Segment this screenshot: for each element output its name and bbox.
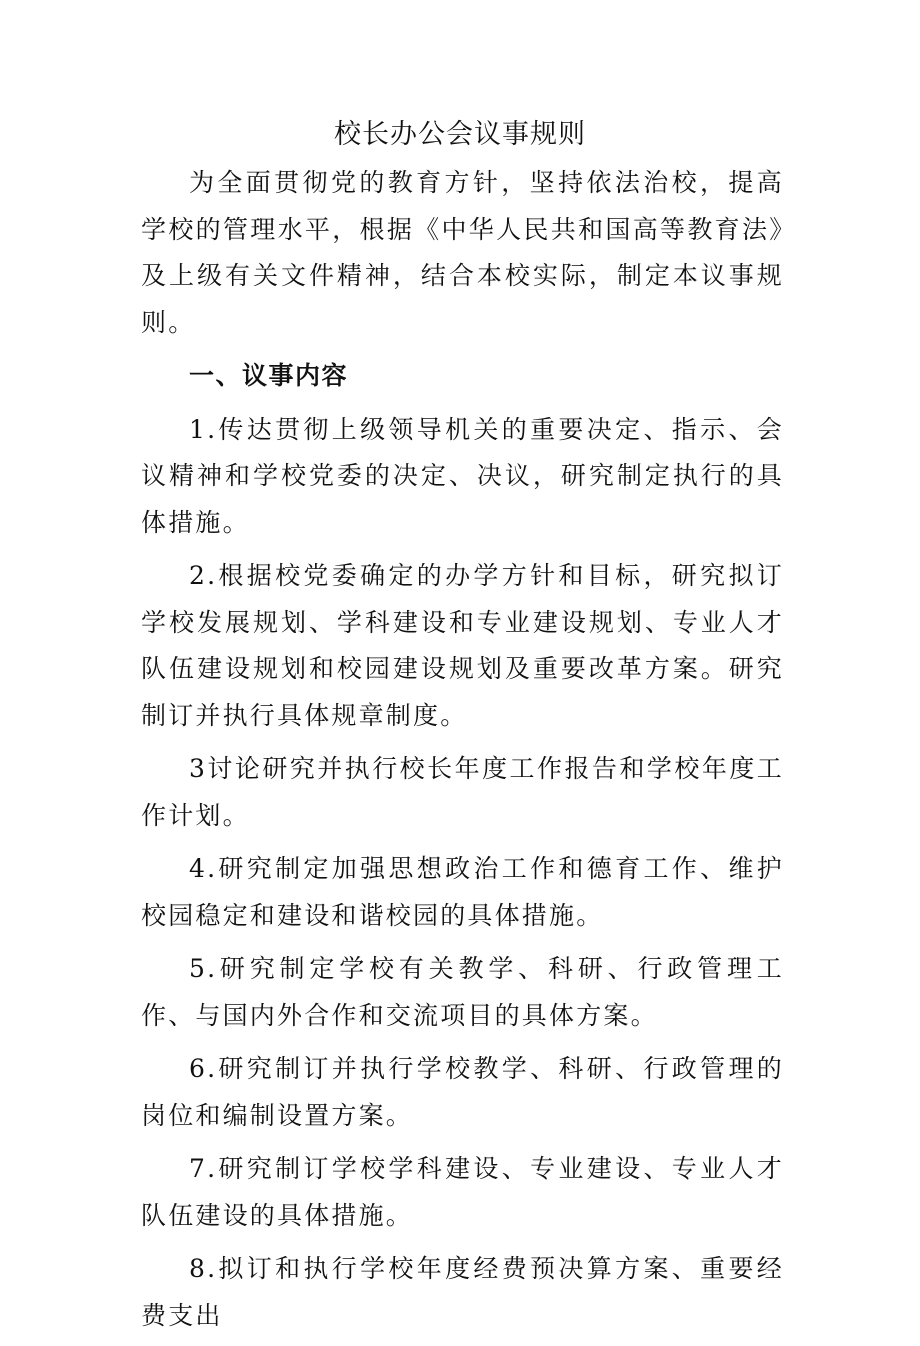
list-item: 5.研究制定学校有关教学、科研、行政管理工作、与国内外合作和交流项目的具体方案。: [141, 954, 784, 1030]
list-item: 8.拟订和执行学校年度经费预决算方案、重要经费支出: [141, 1254, 784, 1330]
list-item: 1.传达贯彻上级领导机关的重要决定、指示、会议精神和学校党委的决定、决议，研究制定执行的具体措施。: [141, 414, 784, 537]
section-heading: 一、议事内容: [189, 361, 349, 390]
list-item: 7.研究制订学校学科建设、专业建设、专业人才队伍建设的具体措施。: [141, 1154, 784, 1230]
list-item: 2.根据校党委确定的办学方针和目标，研究拟订学校发展规划、学科建设和专业建设规划、专业人才队伍建设规划和校园建设规划及重要改革方案。研究制订并执行具体规章制度。: [141, 561, 784, 730]
document-title: 校长办公会议事规则: [334, 119, 586, 150]
intro-paragraph: 为全面贯彻党的教育方针，坚持依法治校，提高学校的管理水平，根据《中华人民共和国高等教育法》及上级有关文件精神，结合本校实际，制定本议事规则。: [141, 168, 784, 337]
document-body: [141, 160, 784, 1346]
list-item: 3讨论研究并执行校长年度工作报告和学校年度工作计划。: [141, 754, 784, 830]
list-item: 6.研究制订并执行学校教学、科研、行政管理的岗位和编制设置方案。: [141, 1054, 784, 1130]
list-item: 4.研究制定加强思想政治工作和德育工作、维护校园稳定和建设和谐校园的具体措施。: [141, 854, 784, 930]
